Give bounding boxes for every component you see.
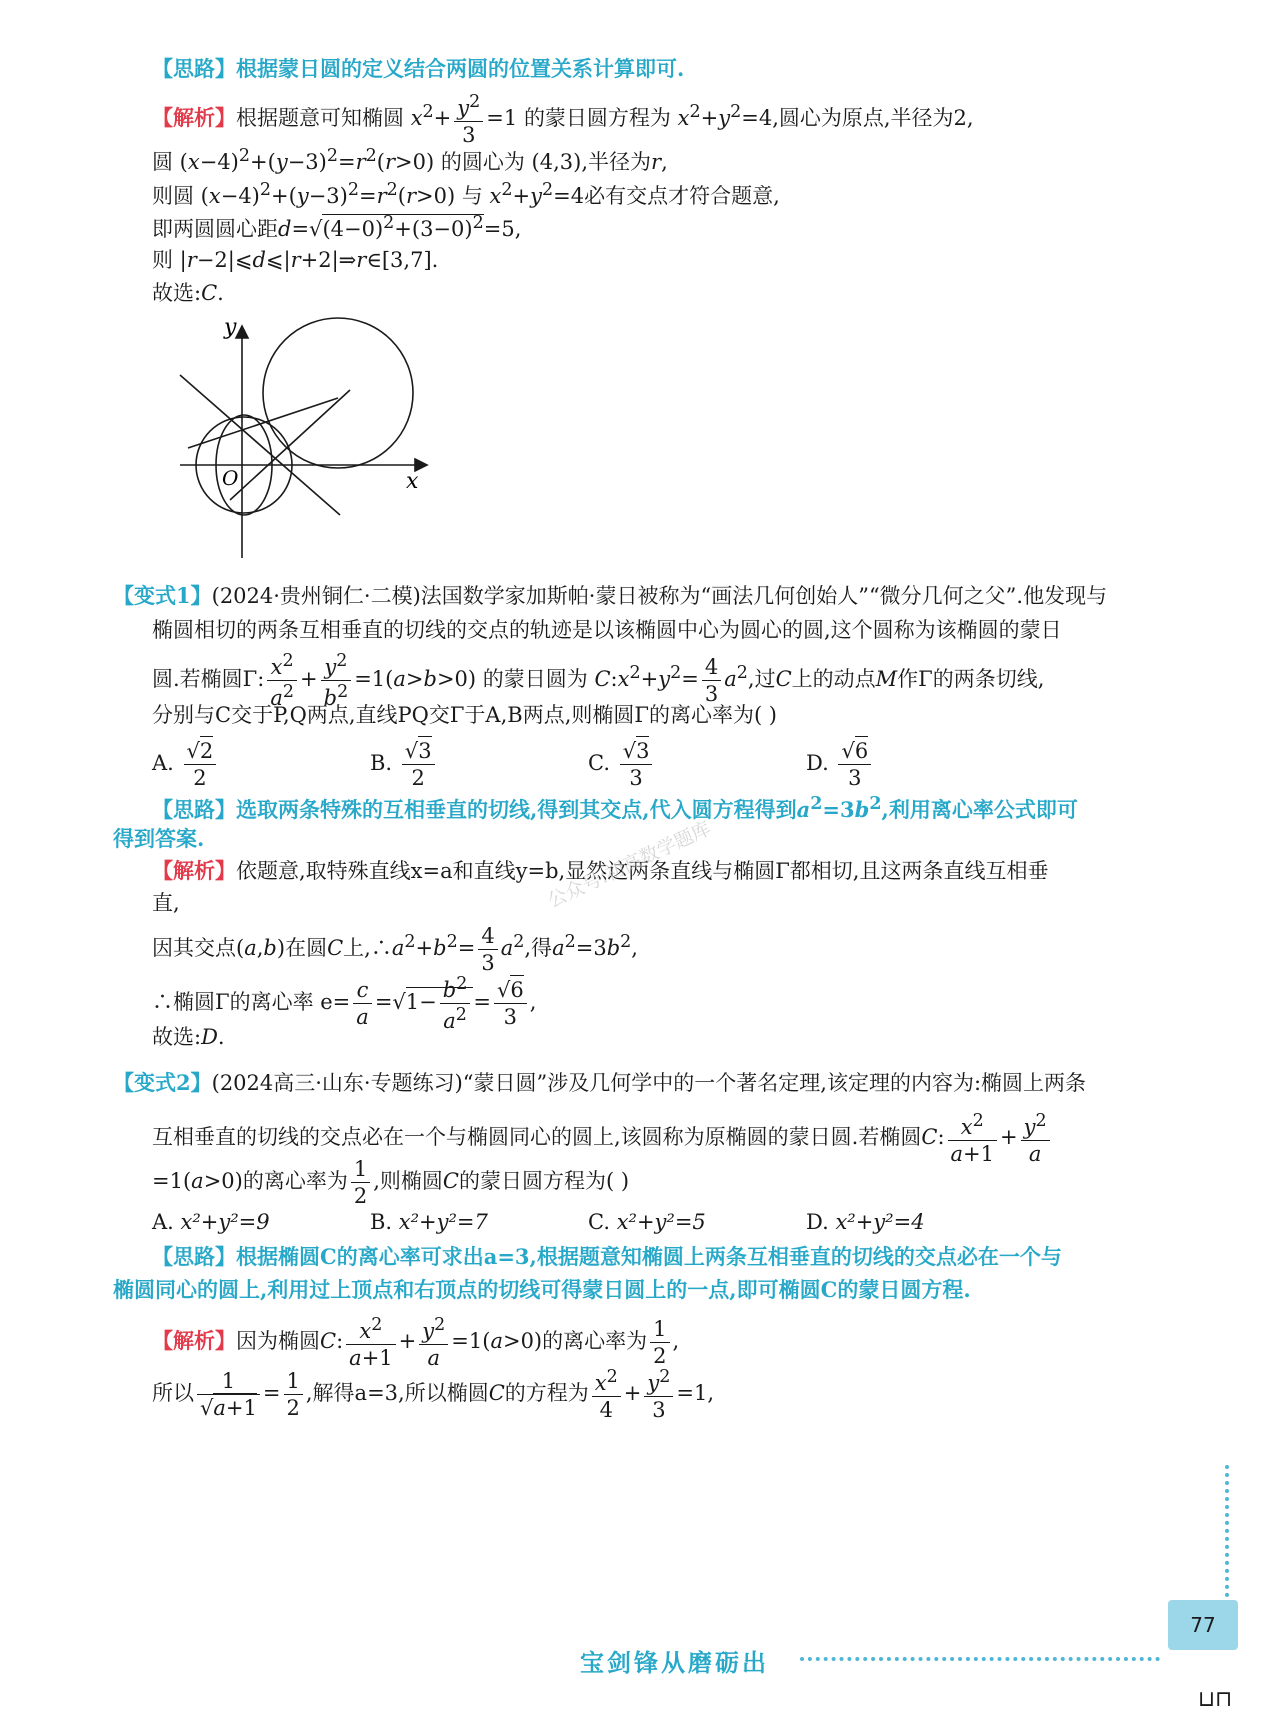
origin-label: O: [222, 466, 239, 490]
silu-text: ,利用离心率公式即可: [881, 797, 1078, 822]
jiexi-line-3: 则圆 $(x-4)^2+(y-3)^2=r^2(r>0)$ 与 $x^2+y^2=4$必有交点才符合题意,: [152, 180, 780, 208]
silu-text: 得到答案.: [113, 826, 205, 851]
v2-silu-line-2: [113, 1279, 971, 1301]
option-label: A.: [152, 751, 174, 776]
option-value: x²+y²=4: [835, 1210, 925, 1234]
silu-text: 根据椭圆C的离心率可求出a=3,根据题意知椭圆上两条互相垂直的切线的交点必在一个与: [236, 1244, 1062, 1269]
dotted-border-horizontal: [800, 1657, 1160, 1661]
v1-silu-line-1: 【思路】选取两条特殊的互相垂直的切线,得到其交点,代入圆方程得到$a^2=3b^2$,利用离心率公式即可: [152, 794, 1078, 822]
text: 的离心率为: [542, 1329, 648, 1354]
v2-jiexi-line-2: 所以 $\frac{1}{√a+1}$ = $\frac{1}{2}$ ,解得a=3,所以椭圆C的方程为 $\frac{x^2}{4}$ + $\frac{y^2}{3}$ =1,: [152, 1367, 715, 1423]
silu-text: 根据蒙日圆的定义结合两圆的位置关系计算即可.: [236, 56, 685, 81]
big-circle: [263, 318, 413, 468]
text: 的蒙日圆方程为( ): [458, 1169, 630, 1194]
fraction: $\frac{y^2}{3}$: [454, 93, 483, 146]
text: 作Γ的两条切线,: [897, 667, 1045, 692]
v1-option-a[interactable]: A. $\frac{√2}{2}$: [152, 740, 219, 789]
v1-line-3: 圆.若椭圆Γ: $\frac{x^2}{a^2}$ + $\frac{y^2}{b^2}$ =1(a>b>0) 的蒙日圆为 $C:x^2+y^2=$ $\frac{4}{3}$ $a^2$,过C上的动点M作Γ的两条切线,: [152, 651, 1045, 711]
text: 依题意,取特殊直线x=a和直线y=b,显然这两条直线与椭圆Γ都相切,且这两条直线互相垂: [236, 859, 1049, 883]
axis-x-label: x: [406, 469, 419, 494]
option-label: C.: [588, 751, 610, 776]
text: 故选:: [152, 1025, 202, 1049]
slogan: 宝剑锋从磨砺出: [580, 1649, 769, 1677]
v1-option-c[interactable]: C. $\frac{√3}{3}$: [588, 740, 655, 789]
answer-line: 故选:C.: [152, 281, 224, 305]
option-value: x²+y²=9: [180, 1210, 270, 1234]
tangent-line-3: [188, 398, 338, 448]
jiexi-line-4: 即两圆圆心距$d=√(4-0)^2+(3-0)^2=5$,: [152, 213, 522, 241]
silu-tag: 【思路】: [152, 797, 236, 822]
text: 即两圆圆心距: [152, 217, 278, 241]
option-label: B.: [370, 1210, 393, 1234]
v2-line-1: [113, 1072, 1086, 1094]
jiexi-tag: 【解析】: [152, 105, 236, 131]
silu-tag: 【思路】: [152, 1244, 236, 1269]
text: ,得: [524, 936, 553, 961]
v2-line-3: =1(a>0)的离心率为 $\frac{1}{2}$ ,则椭圆C的蒙日圆方程为( ): [152, 1157, 630, 1209]
text: ,过: [747, 667, 776, 692]
circle-graph: [180, 315, 440, 570]
tangent-line-1: [180, 375, 340, 515]
jiexi-tag: 【解析】: [152, 858, 236, 883]
jiexi-line-1: 【解析】根据题意可知椭圆 $x^2+$ $\frac{y^2}{3}$ =1 的蒙日圆方程为 $x^2+y^2=4$,圆心为原点,半径为2,: [152, 92, 974, 148]
silu-text: 选取两条特殊的互相垂直的切线,得到其交点,代入圆方程得到: [236, 797, 797, 822]
v2-option-a[interactable]: [152, 1210, 270, 1234]
option-label: B.: [370, 751, 393, 776]
jiexi-tag: 【解析】: [152, 1328, 236, 1354]
text: ,半径为: [581, 150, 652, 174]
silu-line: [152, 58, 684, 80]
jiexi-line-5: 则 |r−2|⩽d⩽|r+2|⇒r∈[3,7].: [152, 248, 439, 272]
y-axis-arrow: [236, 326, 248, 338]
text: ,圆心为原点,半径为2,: [772, 106, 974, 131]
text: 的蒙日圆为: [482, 667, 588, 692]
v1-option-b[interactable]: B. $\frac{√3}{2}$: [370, 740, 438, 789]
tangent-line-2: [230, 390, 350, 500]
v1-jiexi-line-4: ∴椭圆Γ的离心率 e= $\frac{c}{a}$ =√1− $\frac{b^2}{a^2}$ = $\frac{√6}{3}$ ,: [152, 974, 537, 1034]
v1-answer-line: 故选:D.: [152, 1025, 225, 1049]
text: 与: [461, 184, 483, 208]
silu-tag: 【思路】: [152, 56, 236, 81]
watermark: 公众号:初高数学题库: [544, 817, 715, 913]
text: 必有交点才符合题意,: [584, 184, 780, 208]
text: 因其交点: [152, 936, 236, 961]
page-number: 77: [1168, 1600, 1238, 1650]
text: ,解得a=3,所以椭圆: [305, 1381, 489, 1406]
v2-option-b[interactable]: [370, 1210, 488, 1234]
option-value: x²+y²=7: [398, 1210, 488, 1234]
text: 椭圆相切的两条互相垂直的切线的交点的轨迹是以该椭圆中心为圆心的圆,这个圆称为该椭圆的蒙日: [152, 618, 1062, 642]
text: 则: [152, 248, 173, 272]
text: 圆: [152, 150, 173, 174]
text: 上的动点: [791, 667, 876, 692]
logo-icon: ⊔⊓: [1198, 1687, 1233, 1712]
v1-option-d[interactable]: D. $\frac{√6}{3}$: [806, 740, 874, 789]
text: 的蒙日圆方程为: [523, 106, 671, 131]
text: (2024·贵州铜仁·二模)法国数学家加斯帕·蒙日被称为“画法几何创始人”“微分几何之父”.他发现与: [211, 584, 1108, 608]
v1-line-1: [113, 585, 1107, 607]
jiexi-line-2: 圆 $(x-4)^2+(y-3)^2=r^2(r>0)$ 的圆心为 (4,3),半径为r,: [152, 146, 668, 174]
v1-line-2: [152, 620, 1062, 641]
v1-line-4: [152, 705, 777, 726]
text: 在圆: [285, 936, 328, 961]
text: 的方程为: [504, 1381, 589, 1406]
dotted-border-vertical: [1225, 1465, 1229, 1605]
silu-text: 椭圆同心的圆上,利用过上顶点和右顶点的切线可得蒙日圆上的一点,即可椭圆C的蒙日圆方程.: [113, 1277, 971, 1302]
text: 则圆: [152, 184, 194, 208]
text: 所以: [152, 1381, 194, 1406]
v2-silu-line-1: [152, 1246, 1062, 1268]
text: 的圆心为: [440, 150, 525, 174]
text: 直,: [152, 891, 180, 915]
text: 的离心率为: [242, 1169, 348, 1194]
math: x: [410, 106, 423, 131]
v2-option-d[interactable]: [806, 1210, 925, 1234]
text: 分别与C交于P,Q两点,直线PQ交Γ于A,B两点,则椭圆Γ的离心率为( ): [152, 703, 778, 727]
option-label: A.: [152, 1210, 174, 1234]
v1-tag: 【变式1】: [113, 583, 212, 608]
text: 上,∴: [343, 936, 392, 961]
v2-tag: 【变式2】: [113, 1070, 212, 1095]
axis-y-label: y: [224, 315, 237, 340]
option-label: D.: [806, 1210, 829, 1234]
v1-jiexi-line-3: 因其交点(a,b)在圆C上$,\therefore a^2+b^2=$ $\frac{4}{3}$ $a^2$,得$a^2=3b^2$,: [152, 924, 638, 976]
text: (2024高三·山东·专题练习)“蒙日圆”涉及几何学中的一个著名定理,该定理的内容为:椭圆上两条: [211, 1071, 1087, 1095]
text: 故选:: [152, 281, 202, 305]
text: ∴椭圆Γ的离心率: [152, 990, 314, 1015]
math: x: [677, 106, 690, 131]
text: ,则椭圆: [373, 1169, 443, 1194]
text: 互相垂直的切线的交点必在一个与椭圆同心的圆上,该圆称为原椭圆的蒙日圆.若椭圆: [152, 1125, 922, 1150]
text: 根据题意可知椭圆: [236, 106, 404, 131]
v1-jiexi-line-2: [152, 893, 180, 914]
v1-silu-line-2: [113, 828, 204, 850]
option-label: C.: [588, 1210, 610, 1234]
text: 因为椭圆: [236, 1329, 320, 1354]
v2-jiexi-line-1: 【解析】因为椭圆C: $\frac{x^2}{a+1}$ + $\frac{y^2}{a}$ =1(a>0)的离心率为 $\frac{1}{2}$ ,: [152, 1315, 680, 1371]
v2-line-2: 互相垂直的切线的交点必在一个与椭圆同心的圆上,该圆称为原椭圆的蒙日圆.若椭圆C: $\frac{x^2}{a+1}$ + $\frac{y^2}{a}$: [152, 1112, 1053, 1165]
option-label: D.: [806, 751, 829, 776]
option-value: x²+y²=5: [616, 1210, 706, 1234]
v2-option-c[interactable]: [588, 1210, 706, 1234]
text: 圆.若椭圆Γ:: [152, 667, 265, 692]
